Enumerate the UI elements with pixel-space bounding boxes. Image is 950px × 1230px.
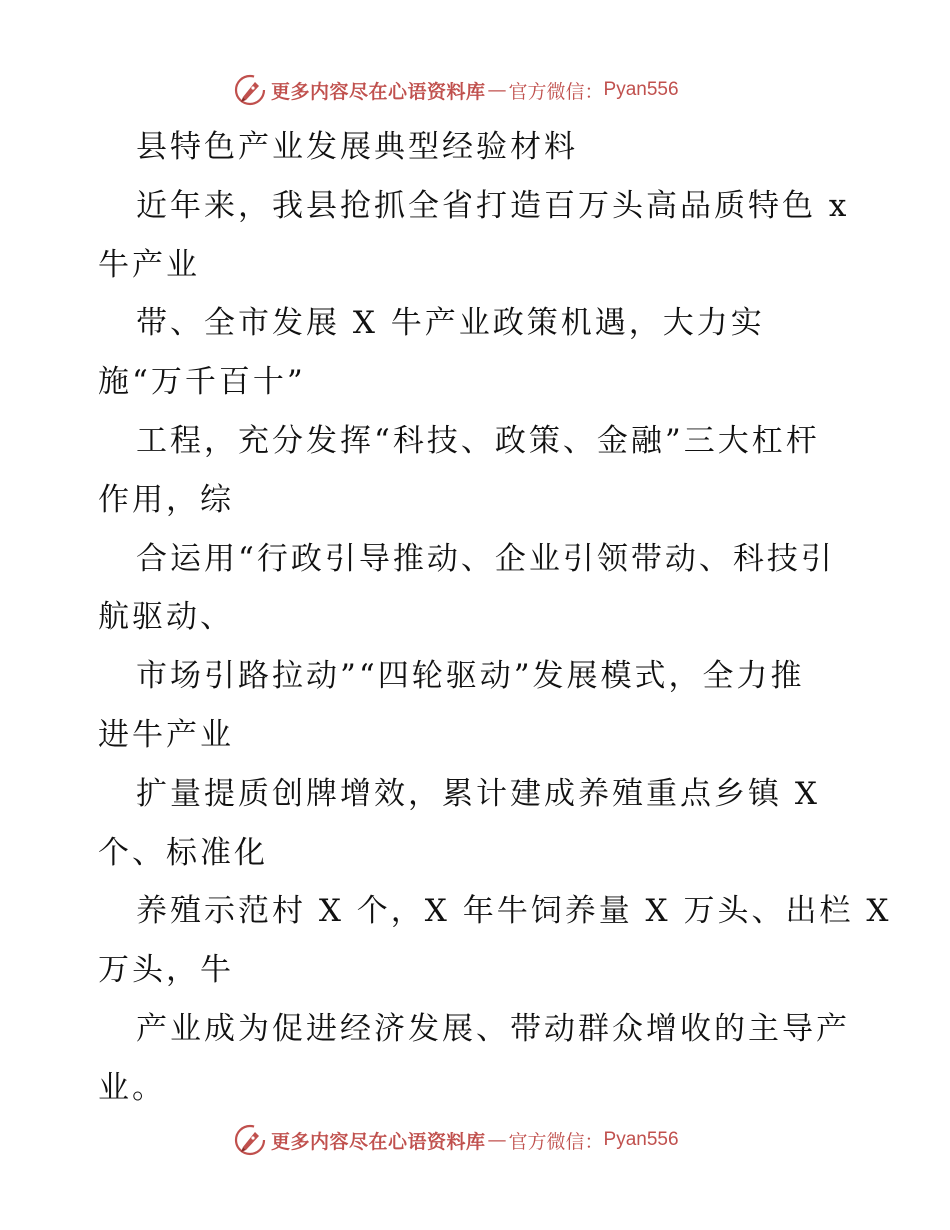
paragraph-line: 作用，综 bbox=[98, 481, 234, 518]
paragraph-line: 带、全市发展 X 牛产业政策机遇，大力实 bbox=[136, 305, 765, 342]
watermark-wechat-id: Pyan556 bbox=[603, 1129, 679, 1150]
watermark-text: 更多内容尽在心语资料库 bbox=[271, 80, 486, 103]
paragraph-line: 养殖示范村 X 个，X 年牛饲养量 X 万头、出栏 X bbox=[136, 893, 892, 930]
paragraph-line: 进牛产业 bbox=[98, 716, 234, 753]
watermark-wechat-label: 官方微信： bbox=[508, 80, 604, 103]
document-body bbox=[98, 118, 892, 1118]
document-title: 县特色产业发展典型经验材料 bbox=[136, 129, 578, 165]
paragraph-line: 工程，充分发挥“科技、政策、金融”三大杠杆 bbox=[136, 422, 820, 459]
pen-nib-logo-icon bbox=[233, 1123, 267, 1157]
paragraph-line: 施“万千百十” bbox=[98, 364, 306, 401]
watermark-text: 更多内容尽在心语资料库 bbox=[271, 1130, 486, 1153]
paragraph-line: 合运用“行政引导推动、企业引领带动、科技引 bbox=[136, 540, 835, 577]
pen-nib-logo-icon bbox=[233, 73, 267, 107]
watermark-wechat-id: Pyan556 bbox=[603, 79, 679, 100]
paragraph-line: 牛产业 bbox=[98, 246, 200, 283]
watermark-footer bbox=[233, 1120, 679, 1160]
watermark-dash: — bbox=[487, 1129, 507, 1151]
watermark-wechat-label: 官方微信： bbox=[508, 1130, 604, 1153]
watermark-header bbox=[233, 70, 679, 110]
paragraph-line: 业。 bbox=[98, 1069, 166, 1106]
paragraph-line: 近年来，我县抢抓全省打造百万头高品质特色 x bbox=[136, 187, 850, 224]
watermark-dash: — bbox=[487, 79, 507, 101]
paragraph-line: 产业成为促进经济发展、带动群众增收的主导产 bbox=[136, 1010, 850, 1047]
paragraph-line: 扩量提质创牌增效，累计建成养殖重点乡镇 X bbox=[136, 775, 820, 812]
paragraph-line: 市场引路拉动”“四轮驱动”发展模式，全力推 bbox=[136, 658, 805, 695]
paragraph-line: 万头，牛 bbox=[98, 952, 234, 989]
paragraph-line: 航驱动、 bbox=[98, 599, 234, 636]
paragraph-line: 个、标准化 bbox=[98, 834, 268, 871]
